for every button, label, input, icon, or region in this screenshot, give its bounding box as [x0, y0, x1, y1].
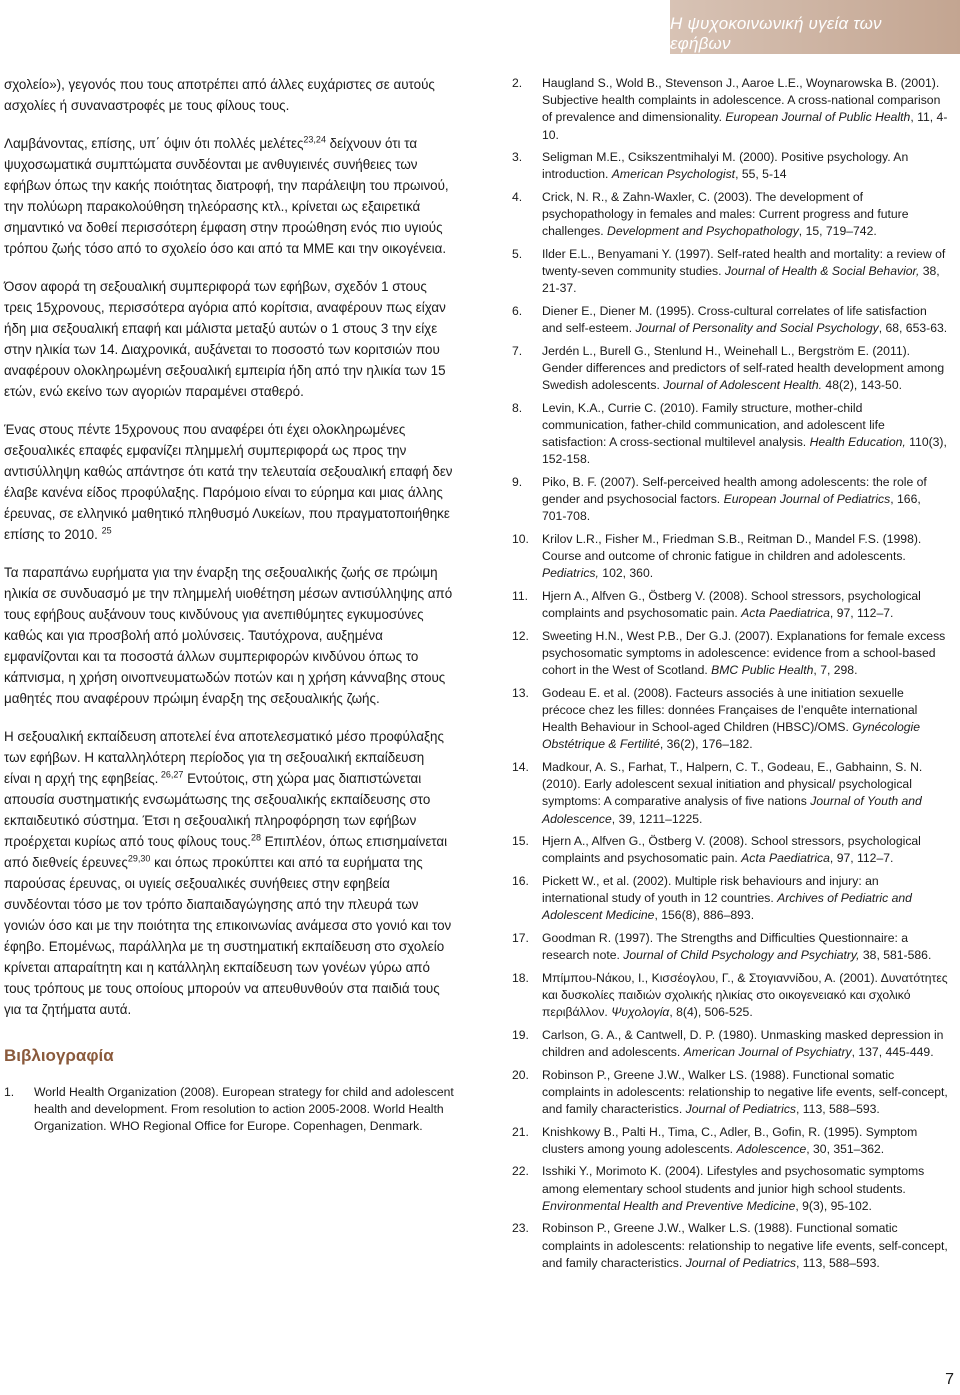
reference-item	[512, 1124, 948, 1158]
reference-journal: Acta Paediatrica	[741, 606, 830, 621]
reference-number: 8.	[512, 400, 523, 415]
reference-authors-title: Diener E., Diener M. (1995). Cross-cultural correlates of life satisfaction and self-esteem.	[542, 304, 927, 336]
reference-authors-title: Krilov L.R., Fisher M., Friedman S.B., Reitman D., Mandel F.S. (1998). Course and outcome of chronic fatigue in children and adolescents.	[542, 532, 922, 564]
reference-journal: European Journal of Pediatrics	[723, 492, 891, 507]
paragraph	[4, 133, 454, 259]
reference-authors-title: Crick, N. R., & Zahn-Waxler, C. (2003). The development of psychopathology in females and males: Current progress and future challenges.	[542, 190, 909, 239]
reference-authors-title: Jerdén L., Burell G., Stenlund H., Weinehall L., Bergström E. (2011). Gender differences and predictors of self-rated health development among Swedish adolescents.	[542, 343, 945, 393]
reference-volume-pages: , 30, 351–362.	[806, 1141, 885, 1156]
reference-number: 19.	[512, 1027, 529, 1042]
reference-journal: Ψυχολογία	[611, 1005, 670, 1020]
reference-authors-title: Piko, B. F. (2007). Self-perceived health among adolescents: the role of gender and psychosocial factors.	[542, 475, 927, 507]
reference-item	[512, 189, 948, 241]
paragraph-text: Τα παραπάνω ευρήματα για την έναρξη της σεξουαλικής ζωής σε πρώιμη ηλικία σε συνδυασμό με την πλημμελή υιοθέτηση μέσων αντισύλληψης από τους εφήβους αυξάνουν τους κινδύνους για ανεπιθύμητες εγκυμοσύνες καθώς και για προσβολή από μολύνσεις. Ταυτόχρονα, αυξημένα εμφανίζονται και τα ποσοστά άλλων συμπεριφορών κινδύνου όπως το κάπνισμα, η χρήση οινοπνευματωδών ποτών και η χρήση κάνναβης στους μαθητές που αναφέρουν πρώιμη έναρξη της σεξουαλικής ζωής.	[4, 565, 453, 706]
reference-volume-pages: 110(3), 152-158.	[542, 435, 947, 467]
reference-journal: Acta Paediatrica	[741, 851, 830, 866]
reference-volume-pages: , 36(2), 176–182.	[659, 737, 753, 752]
reference-number: 22.	[512, 1164, 529, 1179]
reference-item	[512, 873, 948, 925]
reference-journal: Journal of Personality and Social Psychology	[635, 321, 879, 336]
paragraph-text: Εντούτοις, στη χώρα μας διαπιστώνεται απουσία συστηματικής ενσωμάτωσης της σεξουαλικής εκπαίδευσης στο εκπαιδευτικό σύστημα. Έτσι η σεξουαλική πληροφόρηση των εφήβων προέρχεται κυρίως από τους φίλους τους.	[4, 771, 431, 849]
paragraph	[4, 419, 454, 545]
reference-volume-pages: , 97, 112–7.	[829, 606, 894, 621]
left-column	[4, 74, 454, 1135]
reference-number: 6.	[512, 304, 523, 318]
reference-item	[512, 685, 948, 754]
reference-journal: Environmental Health and Preventive Medicine	[542, 1198, 796, 1213]
paragraph-text: Η σεξουαλική εκπαίδευση αποτελεί ένα αποτελεσματικό μέσο προφύλαξης των εφήβων. Η καταλληλότερη περίοδος για τη σεξουαλική εκπαίδευση είναι η αρχή της εφηβείας.	[4, 729, 444, 786]
paragraph-text: Επιπλέον, όπως επισημαίνεται από διεθνείς έρευνες	[4, 834, 448, 870]
reference-number: 21.	[512, 1124, 529, 1139]
reference-authors-title: Levin, K.A., Currie C. (2010). Family structure, mother-child communication, father-child communication, and adolescent life satisfaction: A cross-sectional multilevel analysis.	[542, 400, 885, 450]
reference-item	[512, 930, 948, 964]
reference-authors-title: Pickett W., et al. (2002). Multiple risk behaviours and injury: an international study of youth in 12 countries.	[542, 874, 879, 906]
reference-number: 4.	[512, 190, 523, 204]
reference-volume-pages: 38, 21-37.	[542, 264, 940, 296]
paragraph-text: Ένας στους πέντε 15χρονους που αναφέρει ότι έχει ολοκληρωμένες σεξουαλικές επαφές εμφανίζει πλημμελή συμπεριφορά ως προς την αντισύλληψη καθώς απάντησε ότι κατά την τελευταία σεξουαλική επαφή δεν έλαβε κανένα είδος προφύλαξης. Παρόμοιο είναι το εύρημα και μιας άλλης έρευνας, σε ελληνικό μαθητικό πληθυσμό Λυκείων, που πραγματοποιήθηκε επίσης το 2010.	[4, 422, 453, 542]
reference-authors-title: Godeau E. et al. (2008). Facteurs associés à une initiation sexuelle précoce chez les filles: données Françaises de l’enquête international Health Behaviour in School-aged Children (HBSC)/OMS.	[542, 685, 918, 735]
reference-item	[512, 75, 948, 144]
reference-authors-title: Sweeting H.N., West P.B., Der G.J. (2007). Explanations for female excess psychosomatic symptoms in adolescence: evidence from a school-based cohort in the West of Scotland.	[542, 628, 946, 678]
paragraph	[4, 74, 454, 116]
reference-volume-pages: , 55, 5-14	[735, 167, 787, 182]
reference-volume-pages: , 166, 701-708.	[542, 492, 921, 524]
reference-item	[512, 1067, 948, 1119]
header-band	[670, 0, 960, 54]
reference-journal: Journal of Adolescent Health.	[663, 378, 823, 393]
reference-volume-pages: , 39, 1211–1225.	[611, 811, 703, 826]
reference-number: 16.	[512, 874, 529, 888]
reference-authors-title: Goodman R. (1997). The Strengths and Difficulties Questionnaire: a research note.	[542, 931, 909, 963]
reference-journal: American Journal of Psychiatry	[683, 1045, 852, 1059]
paragraph	[4, 276, 454, 402]
reference-authors-title: Hjern A., Alfven G., Östberg V. (2008). School stressors, psychological complaints and psychosomatic pain.	[542, 589, 921, 621]
reference-item	[512, 531, 948, 583]
reference-journal: Journal of Youth and Adolescence	[542, 794, 922, 826]
reference-volume-pages: 48(2), 143-50.	[822, 378, 902, 393]
reference-number: 18.	[512, 970, 529, 985]
reference-number: 23.	[512, 1221, 529, 1236]
reference-journal: BMC Public Health	[711, 663, 814, 678]
reference-volume-pages: , 113, 588–593.	[796, 1102, 880, 1116]
reference-item	[512, 970, 948, 1022]
citation-superscript: 23,24	[303, 134, 326, 145]
bibliography-heading: Βιβλιογραφία	[4, 1046, 114, 1065]
reference-authors-title: Madkour, A. S., Farhat, T., Halpern, C. T., Godeau, E., Gabhainn, S. N. (2010). Early adolescent sexual initiation and physical/ psychological symptoms: A comparative analysis of five nations	[542, 760, 923, 809]
reference-authors-title: Hjern A., Alfven G., Östberg V. (2008). School stressors, psychological complaints and psychosomatic pain.	[542, 834, 921, 866]
reference-authors-title: Knishkowy B., Palti H., Tima, C., Adler, B., Gofin, R. (1995). Symptom clusters among young adolescents.	[542, 1124, 918, 1156]
reference-text: World Health Organization (2008). European strategy for child and adolescent health and development. From resolution to action 2005-2008. World Health Organization. WHO Regional Office for Europe. Copenhagen, Denmark.	[34, 1085, 454, 1133]
reference-volume-pages: 38, 581-586.	[859, 948, 932, 963]
citation-superscript: 25	[101, 525, 112, 536]
reference-authors-title: Seligman M.E., Csikszentmihalyi M. (2000). Positive psychology. An introduction.	[542, 150, 909, 182]
reference-number: 17.	[512, 931, 529, 945]
reference-volume-pages: , 9(3), 95-102.	[795, 1198, 872, 1213]
reference-volume-pages: , 8(4), 506-525.	[669, 1005, 753, 1020]
reference-authors-title: Carlson, G. A., & Cantwell, D. P. (1980). Unmasking masked depression in children and adolescents.	[542, 1027, 944, 1059]
paragraph-text: Όσον αφορά τη σεξουαλική συμπεριφορά των εφήβων, σχεδόν 1 στους τρεις 15χρονους, περισσότερα αγόρια από κορίτσια, αναφέρουν πως είχαν ήδη μια σεξουαλική επαφή και μάλιστα μεταξύ αυτών ο 1 στους 3 την είχε στην ηλικία των 14. Διαχρονικά, αυξάνεται το ποσοστό των κοριτσιών που αναφέρουν ολοκληρωμένη σεξουαλική εμπειρία ήδη από την ηλικία των 15 ετών, ενώ εκείνο των αγοριών παραμένει σταθερό.	[4, 279, 446, 399]
reference-journal: Adolescence	[736, 1141, 807, 1156]
reference-journal: Health Education,	[809, 435, 906, 450]
reference-volume-pages: , 137, 445-449.	[851, 1045, 934, 1059]
reference-authors-title: Haugland S., Wold B., Stevenson J., Aaroe L.E., Woynarowska B. (2001). Subjective health complaints in adolescence. A cross-national comparison of prevalence and dimensionality.	[542, 76, 941, 125]
reference-item	[512, 588, 948, 622]
page-number: 7	[945, 1371, 954, 1388]
reference-number: 1.	[4, 1085, 15, 1099]
reference-journal: European Journal of Public Health	[725, 110, 911, 125]
paragraph-text: και όπως προκύπτει και από τα ευρήματα της παρούσας έρευνας, οι υγιείς σεξουαλικές συνήθειες στην εφηβεία συνδέονται τόσο με τον τρόπο διαπαιδαγώγησης από την πλευρά των γονιών όσο και με την ποιότητα της επικοινωνίας ανάμεσα στο γονιό και τον έφηβο. Επομένως, παράλληλα με τη συστηματική εκπαίδευση στο σχολείο κρίνεται απαραίτητη και η κατάλληλη εκπαίδευση των γονέων γύρω από τους τρόπους με τους οποίους μπορούν να απευθυνθούν στα παιδιά τους για τα ζητήματα αυτά.	[4, 855, 452, 1017]
reference-item	[512, 628, 948, 680]
reference-item	[512, 1027, 948, 1061]
reference-item	[512, 474, 948, 526]
reference-authors-title: Isshiki Y., Morimoto K. (2004). Lifestyles and psychosomatic symptoms among elementary school students and junior high school students.	[542, 1164, 925, 1196]
reference-volume-pages: , 7, 298.	[813, 663, 858, 678]
paragraph	[4, 726, 454, 1020]
reference-number: 20.	[512, 1067, 529, 1082]
reference-number: 7.	[512, 343, 523, 358]
reference-number: 5.	[512, 247, 523, 261]
citation-superscript: 29,30	[127, 853, 151, 864]
paragraph	[4, 562, 454, 709]
reference-number: 13.	[512, 685, 529, 700]
reference-volume-pages: , 11, 4-10.	[542, 110, 948, 142]
reference-item	[512, 759, 948, 828]
citation-superscript: 26,27	[158, 769, 184, 780]
reference-number: 14.	[512, 760, 529, 774]
reference-number: 3.	[512, 150, 523, 165]
reference-volume-pages: , 68, 653-63.	[878, 321, 948, 336]
reference-volume-pages: , 97, 112–7.	[829, 851, 894, 866]
reference-item	[512, 343, 948, 395]
reference-item	[512, 400, 948, 469]
reference-item	[4, 1084, 454, 1135]
reference-authors-title: Ilder E.L., Benyamani Y. (1997). Self-rated health and mortality: a review of twenty-seven community studies.	[542, 247, 946, 279]
reference-journal: Gynécologie Obstétrique & Fertilité	[542, 720, 921, 752]
reference-item	[512, 833, 948, 867]
reference-item	[512, 303, 948, 337]
reference-journal: Journal of Child Psychology and Psychiatry,	[623, 948, 860, 963]
reference-journal: Development and Psychopathology	[607, 224, 799, 239]
paragraph-text: σχολείο»), γεγονός που τους αποτρέπει από άλλες ευχάριστες σε αυτούς ασχολίες ή συναναστροφές με τους φίλους τους.	[4, 77, 435, 113]
reference-item	[512, 1163, 948, 1215]
citation-superscript: 28	[251, 832, 262, 843]
reference-authors-title: Robinson P., Greene J.W., Walker L.S. (1988). Functional somatic complaints in adolescents: relationship to negative life events, self-concept, and family characteristics.	[542, 1221, 948, 1270]
reference-journal: Journal of Health & Social Behavior,	[724, 264, 920, 279]
reference-item	[512, 149, 948, 183]
reference-volume-pages: 102, 360.	[598, 566, 654, 581]
reference-number: 10.	[512, 532, 529, 546]
reference-journal: American Psychologist	[611, 167, 736, 182]
reference-number: 12.	[512, 628, 529, 643]
reference-number: 15.	[512, 834, 529, 849]
reference-volume-pages: , 113, 588–593.	[796, 1255, 880, 1270]
reference-journal: Pediatrics,	[542, 566, 599, 581]
running-header-title: Η ψυχοκοινωνική υγεία των εφήβων	[670, 14, 882, 53]
reference-volume-pages: , 156(8), 886–893.	[654, 908, 755, 923]
reference-volume-pages: , 15, 719–742.	[798, 224, 877, 239]
reference-authors-title: Μπίμπου-Νάκου, Ι., Κισσέογλου, Γ., & Στογιαννίδου, Α. (2001). Δυνατότητες και δυσκολίες παιδιών σχολικής ηλικίας στο οικογενειακό και σχολικό περιβάλλον.	[542, 970, 948, 1020]
reference-number: 11.	[512, 589, 529, 603]
reference-list	[512, 75, 948, 1277]
reference-journal: Archives of Pediatric and Adolescent Medicine	[542, 891, 912, 923]
reference-authors-title: Robinson P., Greene J.W., Walker LS. (1988). Functional somatic complaints in adolescents: relationship to negative life events, self-concept, and family characteristics.	[542, 1067, 948, 1116]
reference-item	[512, 246, 948, 298]
reference-number: 9.	[512, 475, 523, 489]
reference-item	[512, 1220, 948, 1272]
paragraph-text: Λαμβάνοντας, επίσης, υπ΄ όψιν ότι πολλές μελέτες	[4, 136, 304, 151]
reference-number: 2.	[512, 76, 523, 90]
paragraph-text: δείχνουν ότι τα ψυχοσωματικά συμπτώματα συνδέονται με ανθυγιεινές συνήθειες των εφήβων όπως την κακής ποιότητας διατροφή, την παράλειψη του πρωινού, την πολύωρη παρακολούθηση τηλεόρασης κτλ., κρίνεται ως εξαιρετικά σημαντικό να δοθεί περισσότερη έμφαση στην προώθηση ενός πιο υγιούς τρόπου ζωής τόσο από το σχολείο όσο και από τα ΜΜΕ και την οικογένεια.	[4, 136, 449, 256]
reference-journal: Journal of Pediatrics	[685, 1255, 797, 1270]
reference-journal: Journal of Pediatrics	[685, 1102, 797, 1116]
